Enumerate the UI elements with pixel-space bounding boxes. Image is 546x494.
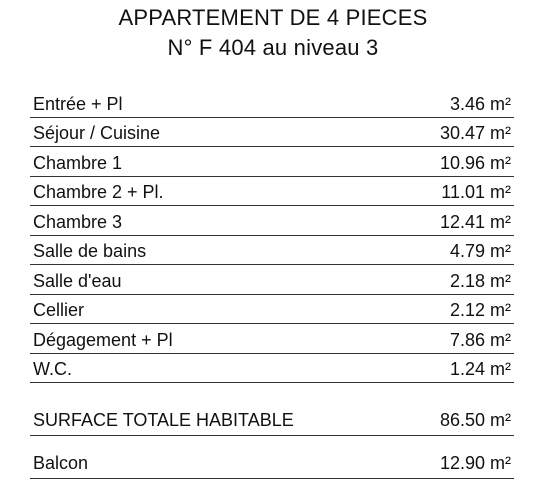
- total-surface-row: [30, 404, 514, 436]
- room-label: Salle de bains: [33, 241, 147, 261]
- room-label: W.C.: [33, 359, 72, 379]
- room-label: Salle d'eau: [33, 270, 122, 291]
- room-area: 30.47 m²: [439, 123, 511, 143]
- room-area: 4.79 m²: [449, 241, 511, 261]
- room-area: 11.01 m²: [441, 182, 511, 202]
- table-row: [30, 147, 514, 177]
- room-label: Cellier: [33, 300, 85, 320]
- balcony-area: 12.90 m²: [439, 453, 511, 473]
- room-label: Chambre 3: [33, 211, 123, 232]
- apartment-subtitle: N° F 404 au niveau 3: [167, 35, 379, 60]
- table-row: [30, 88, 514, 118]
- table-row: [30, 265, 514, 295]
- room-area: 2.12 m²: [449, 300, 511, 320]
- room-label: Entrée + Pl: [33, 93, 123, 114]
- table-row: [30, 324, 514, 354]
- room-area-table: [30, 88, 514, 383]
- room-area: 2.18 m²: [449, 270, 511, 291]
- room-area: 3.46 m²: [449, 93, 511, 114]
- total-area: 86.50 m²: [439, 410, 511, 430]
- room-area: 10.96 m²: [439, 152, 511, 173]
- page-title: APPARTEMENT DE 4 PIECES: [118, 5, 428, 30]
- table-row: [30, 236, 514, 266]
- room-label: Chambre 2 + Pl.: [33, 182, 164, 202]
- room-area: 12.41 m²: [439, 211, 511, 232]
- table-row: [30, 118, 514, 148]
- table-row: [30, 177, 514, 207]
- total-label: SURFACE TOTALE HABITABLE: [33, 410, 294, 430]
- balcony-row: [30, 447, 514, 479]
- room-label: Séjour / Cuisine: [33, 123, 161, 143]
- table-row: [30, 354, 514, 384]
- room-label: Chambre 1: [33, 152, 123, 173]
- table-row: [30, 206, 514, 236]
- room-label: Dégagement + Pl: [33, 329, 173, 350]
- room-area: 1.24 m²: [449, 359, 511, 379]
- table-row: [30, 295, 514, 325]
- balcony-label: Balcon: [33, 453, 89, 473]
- room-area: 7.86 m²: [449, 329, 511, 350]
